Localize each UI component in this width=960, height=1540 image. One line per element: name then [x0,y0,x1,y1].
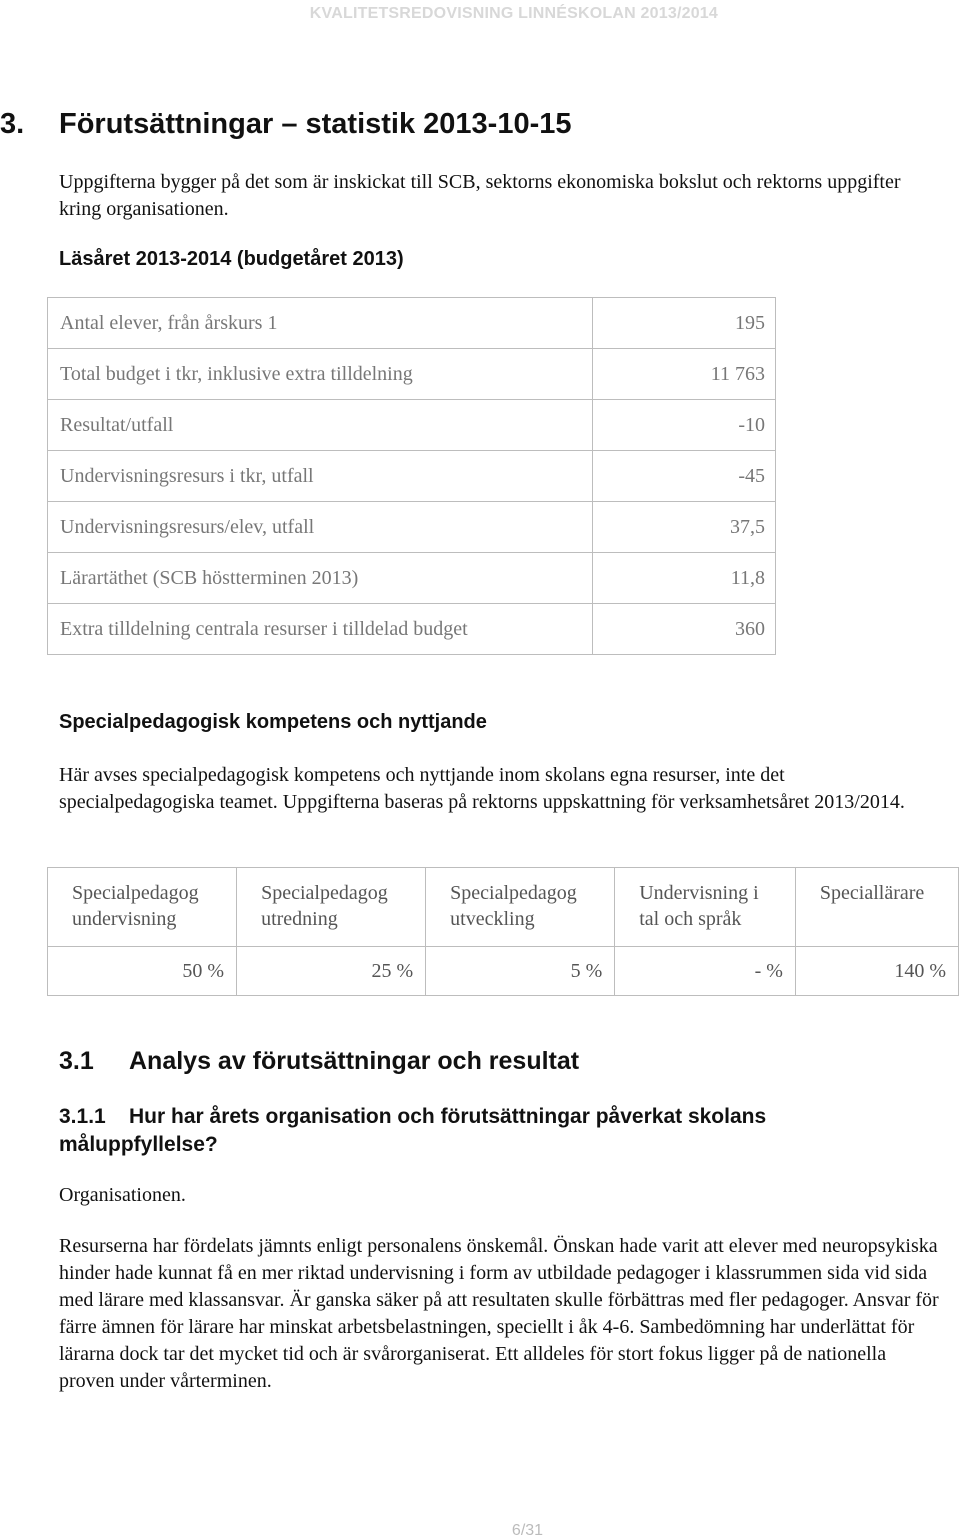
column-header-line: Speciallärare [819,882,925,904]
subsection-title: Analys av förutsättningar och resultat [129,1047,580,1075]
column-header [795,868,958,947]
budget-value: 195 [593,298,776,349]
budget-label: Undervisningsresurs/elev, utfall [48,502,593,553]
budget-value: 11 763 [593,349,776,400]
column-header-line: Specialpedagog [72,882,199,904]
budget-label: Resultat/utfall [48,400,593,451]
section-title: Förutsättningar – statistik 2013-10-15 [59,108,572,140]
intro-paragraph: Uppgifterna bygger på det som är inskickat till SCB, sektorns ekonomiska bokslut och rektorns uppgifter kring organisationen. [59,171,901,220]
column-header-line: Undervisning i [639,882,759,904]
column-header-line: Specialpedagog [261,882,388,904]
special-heading: Specialpedagogisk kompetens och nyttjande [59,711,487,733]
budget-value: 360 [593,604,776,655]
budget-value: -10 [593,400,776,451]
budget-value: 37,5 [593,502,776,553]
percent-value: 5 % [426,947,615,996]
special-paragraph: Här avses specialpedagogisk kompetens och nyttjande inom skolans egna resurser, inte det specialpedagogiska teamet. Uppgifterna baseras på rektorns uppskattning för verksamhetsåret 2013/2014. [59,764,905,813]
table-row [48,502,776,553]
table-row [48,349,776,400]
column-header-line: Specialpedagog [450,882,577,904]
percent-value: 25 % [237,947,426,996]
column-header [426,868,615,947]
budget-heading: Läsåret 2013-2014 (budgetåret 2013) [59,248,404,270]
analysis-paragraph: Resurserna har fördelats jämnts enligt personalens önskemål. Önskan hade varit att elever med neuropsykiska hinder hade kunnat få en mer riktad undervisning i form av utbildade pedagoger i klassrummen sida vid sida med lärare med klassansvar. Är ganska säker på att resultaten skulle förbättras med fler pedagoger. Ansvar för färre ämnen för lärare har minskat arbetsbelastningen, speciellt i åk 4-6. Sambedömning har underlättat för lärarna dock tar det mycket tid och är svårorganiserat. Ett alldeles för stort fokus ligger på de nationella proven under vårterminen. [59,1235,939,1392]
budget-table [47,297,776,655]
table-row [48,298,776,349]
budget-label: Total budget i tkr, inklusive extra tilldelning [48,349,593,400]
budget-value: 11,8 [593,553,776,604]
column-header-line: tal och språk [639,908,742,930]
column-header-line: utveckling [450,908,535,930]
column-header-line: utredning [261,908,338,930]
subsection-number: 3.1 [59,1047,94,1075]
subsubsection-heading [59,1103,919,1159]
column-header [615,868,796,947]
subsubsection-title: Hur har årets organisation och förutsättningar påverkat skolans måluppfyllelse? [59,1105,767,1156]
table-row [48,400,776,451]
column-header [237,868,426,947]
table-header-row [48,868,959,947]
table-row [48,604,776,655]
page-number: 6/31 [511,1522,544,1539]
percent-value: 140 % [795,947,958,996]
table-row [48,451,776,502]
special-table [47,867,959,996]
organisation-label: Organisationen. [59,1184,186,1206]
budget-label: Lärartäthet (SCB höstterminen 2013) [48,553,593,604]
percent-value: - % [615,947,796,996]
section-heading [0,108,572,141]
subsubsection-number: 3.1.1 [59,1105,106,1128]
budget-value: -45 [593,451,776,502]
budget-label: Antal elever, från årskurs 1 [48,298,593,349]
percent-value: 50 % [48,947,237,996]
column-header-line: undervisning [72,908,177,930]
budget-label: Undervisningsresurs i tkr, utfall [48,451,593,502]
table-row [48,947,959,996]
column-header [48,868,237,947]
subsection-heading [59,1047,579,1076]
running-header: KVALITETSREDOVISNING LINNÉSKOLAN 2013/2014 [309,5,718,22]
budget-label: Extra tilldelning centrala resurser i tilldelad budget [48,604,593,655]
table-row [48,553,776,604]
section-number: 3. [0,108,25,140]
